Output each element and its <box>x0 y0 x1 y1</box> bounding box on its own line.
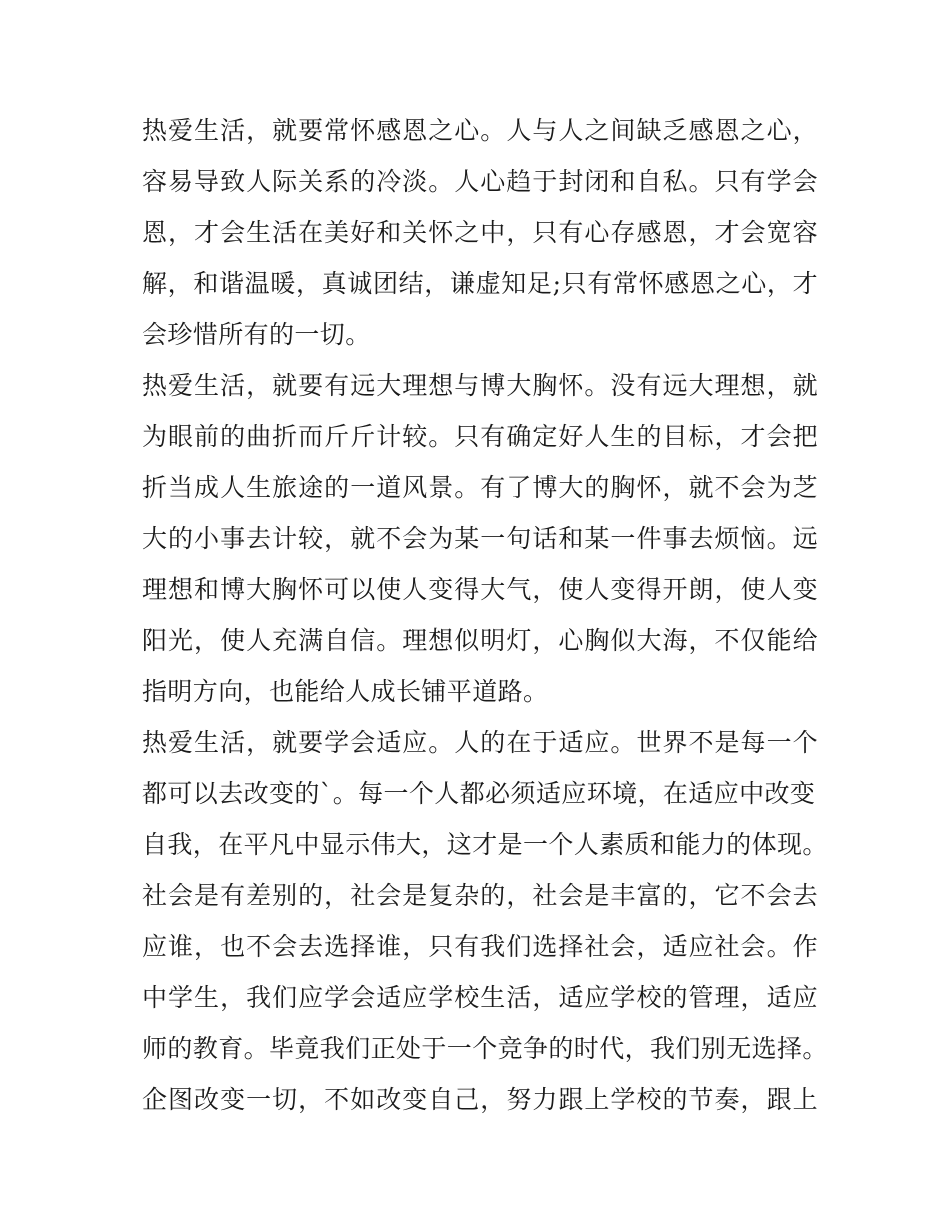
paragraph-3-line-8: 企图改变一切，不如改变自己，努力跟上学校的节奏，跟上 <box>142 1085 818 1114</box>
paragraph-2-line-7: 指明方向，也能给人成长铺平道路。 <box>142 677 549 706</box>
paragraph-1-line-3: 恩，才会生活在美好和关怀之中，只有心存感恩，才会宽容 <box>142 218 818 247</box>
paragraph-2-line-4: 大的小事去计较，就不会为某一句话和某一件事去烦恼。远 <box>142 524 818 553</box>
paragraph-3-line-5: 应谁，也不会去选择谁，只有我们选择社会，适应社会。作 <box>142 932 818 961</box>
paragraph-2-line-3: 折当成人生旅途的一道风景。有了博大的胸怀，就不会为芝 <box>142 473 818 502</box>
paragraph-3-line-6: 中学生，我们应学会适应学校生活，适应学校的管理，适应 <box>142 983 818 1012</box>
paragraph-3-line-3: 自我，在平凡中显示伟大，这才是一个人素质和能力的体现。 <box>142 830 828 859</box>
paragraph-2-line-6: 阳光，使人充满自信。理想似明灯，心胸似大海，不仅能给 <box>142 626 818 655</box>
paragraph-1-line-2: 容易导致人际关系的冷淡。人心趋于封闭和自私。只有学会 <box>142 167 818 196</box>
paragraph-3-line-2: 都可以去改变的`。每一个人都必须适应环境，在适应中改变 <box>142 779 816 808</box>
document-body <box>142 105 828 1125</box>
paragraph-1-line-4: 解，和谐温暖，真诚团结，谦虚知足;只有常怀感恩之心，才 <box>142 269 818 298</box>
paragraph-2-line-1: 热爱生活，就要有远大理想与博大胸怀。没有远大理想，就 <box>142 371 818 400</box>
paragraph-1-line-5: 会珍惜所有的一切。 <box>142 320 371 349</box>
paragraph-2-line-2: 为眼前的曲折而斤斤计较。只有确定好人生的目标，才会把 <box>142 422 818 451</box>
paragraph-3-line-7: 师的教育。毕竟我们正处于一个竞争的时代，我们别无选择。 <box>142 1034 828 1063</box>
paragraph-1-line-1: 热爱生活，就要常怀感恩之心。人与人之间缺乏感恩之心， <box>142 116 818 145</box>
paragraph-3-line-1: 热爱生活，就要学会适应。人的在于适应。世界不是每一个 <box>142 728 818 757</box>
paragraph-3-line-4: 社会是有差别的，社会是复杂的，社会是丰富的，它不会去 <box>142 881 818 910</box>
paragraph-2-line-5: 理想和博大胸怀可以使人变得大气，使人变得开朗，使人变 <box>142 575 818 604</box>
